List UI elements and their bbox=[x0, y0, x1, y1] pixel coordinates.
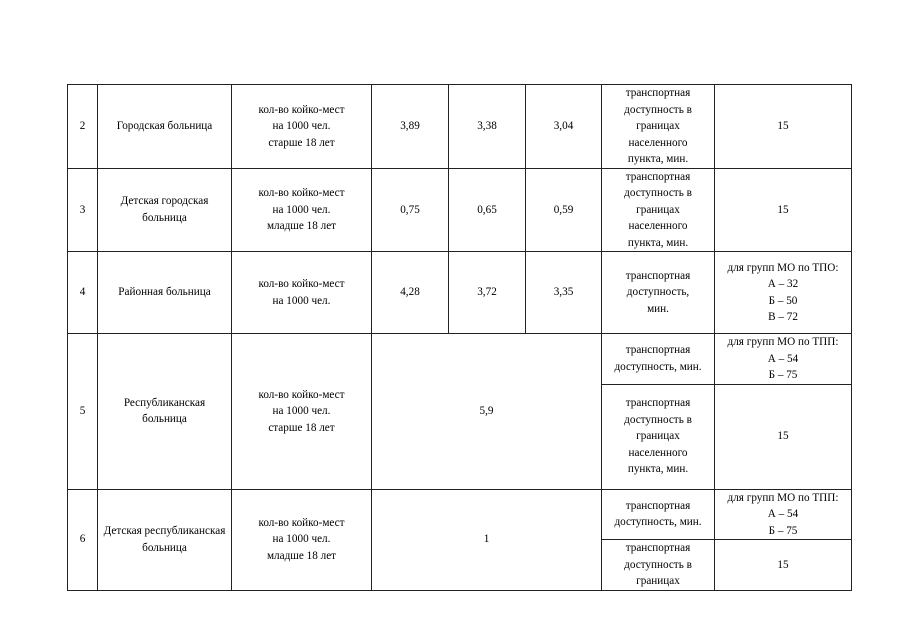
text-line: В – 72 bbox=[768, 311, 798, 323]
transport-cell bbox=[602, 252, 715, 334]
text-line: младше 18 лет bbox=[266, 220, 337, 232]
text-line: для групп МО по ТПО: bbox=[727, 261, 839, 274]
text-line: на 1000 чел. bbox=[272, 294, 331, 307]
norm-cell bbox=[715, 252, 852, 334]
facility-name: Республиканская больница bbox=[98, 334, 232, 490]
norm-text bbox=[718, 428, 848, 445]
table-row bbox=[68, 168, 852, 252]
text-line: пункта, мин. bbox=[627, 153, 689, 165]
text-line: населенного bbox=[628, 220, 688, 232]
norm-cell bbox=[715, 168, 852, 252]
table-row bbox=[68, 489, 852, 540]
indicator-text bbox=[235, 102, 368, 152]
norm-text bbox=[718, 202, 848, 219]
value-cell: 3,35 bbox=[526, 252, 602, 334]
indicator-cell bbox=[232, 489, 372, 590]
text-line: доступность, мин. bbox=[614, 516, 702, 529]
transport-cell bbox=[602, 489, 715, 540]
text-line: Б – 75 bbox=[768, 369, 798, 381]
text-line: 15 bbox=[777, 120, 789, 132]
text-line: доступность в bbox=[624, 187, 692, 199]
value-cell: 3,72 bbox=[449, 252, 526, 334]
text-line: на 1000 чел. bbox=[272, 533, 331, 546]
text-line: транспортная bbox=[625, 87, 691, 99]
value-cell: 4,28 bbox=[372, 252, 449, 334]
text-line: младше 18 лет bbox=[266, 549, 337, 562]
value-cell: 5,9 bbox=[372, 334, 602, 490]
transport-text bbox=[605, 169, 711, 252]
norm-cell bbox=[715, 85, 852, 169]
text-line: кол-во койко-мест bbox=[258, 516, 345, 529]
transport-text bbox=[605, 342, 711, 375]
facility-name: Районная больница bbox=[98, 252, 232, 334]
table-row bbox=[68, 334, 852, 385]
text-line: транспортная bbox=[625, 499, 691, 512]
text-line: А – 32 bbox=[767, 278, 799, 290]
transport-cell bbox=[602, 334, 715, 385]
row-number: 2 bbox=[68, 85, 98, 169]
text-line: границах bbox=[636, 203, 680, 216]
text-line: Б – 75 bbox=[768, 524, 798, 537]
text-line: на 1000 чел. bbox=[272, 120, 331, 132]
indicator-text bbox=[235, 515, 368, 565]
text-line: кол-во койко-мест bbox=[258, 103, 345, 116]
value-cell: 0,59 bbox=[526, 168, 602, 252]
text-line: старше 18 лет bbox=[268, 136, 335, 149]
text-line: транспортная bbox=[625, 344, 691, 357]
transport-text bbox=[605, 540, 711, 590]
text-line: доступность в bbox=[624, 413, 692, 426]
row-number: 4 bbox=[68, 252, 98, 334]
indicator-cell bbox=[232, 252, 372, 334]
text-line: мин. bbox=[647, 302, 669, 315]
value-cell: 0,65 bbox=[449, 168, 526, 252]
value-cell: 3,89 bbox=[372, 85, 449, 169]
text-line: населенного bbox=[628, 446, 688, 459]
text-line: доступность в bbox=[624, 558, 692, 571]
text-line: транспортная bbox=[625, 269, 691, 282]
text-line: кол-во койко-мест bbox=[258, 388, 345, 401]
value-cell: 3,04 bbox=[526, 85, 602, 169]
text-line: населенного bbox=[628, 136, 688, 149]
text-line: А – 54 bbox=[767, 352, 799, 365]
text-line: транспортная bbox=[625, 170, 691, 183]
transport-text bbox=[605, 268, 711, 318]
text-line: пункта, мин. bbox=[627, 463, 689, 476]
text-line: на 1000 чел. bbox=[272, 203, 331, 216]
text-line: А – 54 bbox=[767, 508, 799, 520]
text-line: границах bbox=[636, 575, 680, 587]
hospital-norms-table bbox=[67, 84, 852, 591]
norm-cell bbox=[715, 384, 852, 489]
transport-cell bbox=[602, 85, 715, 169]
table-row bbox=[68, 252, 852, 334]
transport-cell bbox=[602, 540, 715, 591]
text-line: доступность, bbox=[626, 286, 690, 299]
text-line: Б – 50 bbox=[768, 294, 798, 307]
indicator-cell bbox=[232, 334, 372, 490]
text-line: 15 bbox=[777, 430, 789, 443]
text-line: границах bbox=[636, 120, 680, 132]
facility-name: Детская республиканская больница bbox=[98, 489, 232, 590]
text-line: кол-во койко-мест bbox=[258, 187, 345, 199]
text-line: кол-во койко-мест bbox=[258, 278, 345, 290]
indicator-text bbox=[235, 387, 368, 437]
text-line: границах bbox=[636, 430, 680, 443]
text-line: для групп МО по ТПП: bbox=[727, 336, 839, 348]
transport-text bbox=[605, 498, 711, 531]
norm-text bbox=[718, 118, 848, 135]
text-line: доступность в bbox=[624, 103, 692, 116]
facility-name: Городская больница bbox=[98, 85, 232, 169]
text-line: на 1000 чел. bbox=[272, 405, 331, 417]
norm-cell bbox=[715, 540, 852, 591]
norm-text bbox=[718, 557, 848, 574]
norm-cell bbox=[715, 489, 852, 540]
norm-text bbox=[718, 260, 848, 326]
transport-cell bbox=[602, 384, 715, 489]
text-line: 15 bbox=[777, 558, 789, 571]
row-number: 3 bbox=[68, 168, 98, 252]
text-line: транспортная bbox=[625, 542, 691, 554]
transport-text bbox=[605, 395, 711, 478]
row-number: 5 bbox=[68, 334, 98, 490]
transport-cell bbox=[602, 168, 715, 252]
indicator-cell bbox=[232, 168, 372, 252]
indicator-text bbox=[235, 276, 368, 309]
text-line: для групп МО по ТПП: bbox=[727, 491, 839, 504]
value-cell: 0,75 bbox=[372, 168, 449, 252]
facility-name: Детская городская больница bbox=[98, 168, 232, 252]
value-cell: 3,38 bbox=[449, 85, 526, 169]
text-line: пункта, мин. bbox=[627, 236, 689, 249]
indicator-text bbox=[235, 185, 368, 235]
text-line: доступность, мин. bbox=[614, 360, 702, 373]
text-line: старше 18 лет bbox=[268, 421, 335, 434]
indicator-cell bbox=[232, 85, 372, 169]
norm-text bbox=[718, 490, 848, 540]
row-number: 6 bbox=[68, 489, 98, 590]
text-line: 15 bbox=[777, 203, 789, 216]
text-line: транспортная bbox=[625, 397, 691, 410]
norm-text bbox=[718, 334, 848, 384]
norm-cell bbox=[715, 334, 852, 385]
value-cell: 1 bbox=[372, 489, 602, 590]
transport-text bbox=[605, 85, 711, 168]
table-row bbox=[68, 85, 852, 169]
